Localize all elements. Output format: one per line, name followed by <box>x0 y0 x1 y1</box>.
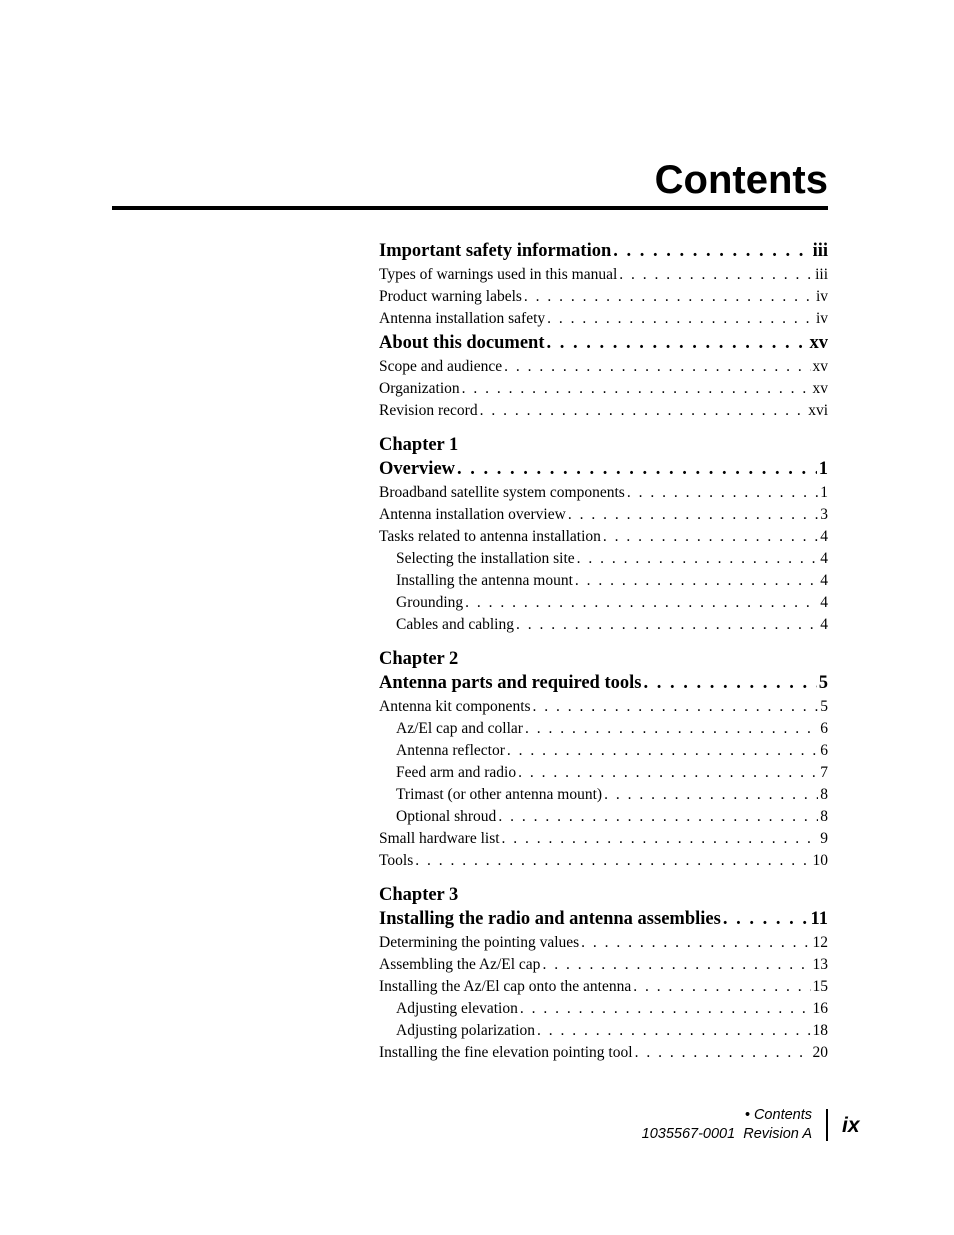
toc-entry-page: 12 <box>812 934 828 951</box>
toc-entry[interactable] <box>379 740 828 762</box>
toc-leader-dots <box>617 264 813 286</box>
toc-entry[interactable] <box>379 356 828 378</box>
footer-document-number: 1035567-0001 Revision A <box>641 1126 812 1142</box>
toc-entry-page: 4 <box>820 616 828 633</box>
toc-entry-label: Installing the radio and antenna assemblies <box>379 909 721 929</box>
toc-entry[interactable] <box>379 954 828 976</box>
toc-entry-page: 8 <box>820 808 828 825</box>
toc-entry-label: Antenna installation safety <box>379 310 546 327</box>
toc-entry-page: 13 <box>812 956 828 973</box>
toc-leader-dots <box>413 850 810 872</box>
toc-entry-label: Adjusting polarization <box>396 1022 536 1039</box>
footer-section: • Contents <box>744 1107 812 1123</box>
toc-entry[interactable] <box>379 850 828 872</box>
toc-leader-dots <box>535 1020 810 1042</box>
toc-entry-label: Assembling the Az/El cap <box>379 956 541 973</box>
table-of-contents <box>379 238 828 1064</box>
toc-entry[interactable] <box>379 570 828 592</box>
toc-leader-dots <box>518 998 811 1020</box>
toc-entry[interactable] <box>379 614 828 636</box>
toc-entry-page: xv <box>812 380 828 397</box>
toc-entry[interactable] <box>379 806 828 828</box>
toc-entry-page: 8 <box>820 786 828 803</box>
toc-entry-page: 20 <box>812 1044 828 1061</box>
toc-leader-dots <box>516 762 818 784</box>
toc-leader-dots <box>575 548 819 570</box>
toc-entry-page: 10 <box>812 852 828 869</box>
toc-leader-dots <box>573 570 818 592</box>
toc-leader-dots <box>522 286 814 308</box>
toc-entry-page: 1 <box>820 484 828 501</box>
toc-entry-page: iii <box>815 266 828 283</box>
toc-entry-page: xv <box>809 333 828 353</box>
toc-entry-page: 4 <box>820 594 828 611</box>
toc-entry-page: 5 <box>818 673 828 693</box>
toc-entry[interactable] <box>379 238 828 264</box>
toc-leader-dots <box>496 806 818 828</box>
toc-entry-page: xvi <box>808 402 828 419</box>
toc-entry-page: 15 <box>812 978 828 995</box>
toc-leader-dots <box>602 784 818 806</box>
toc-leader-dots <box>531 696 819 718</box>
toc-entry[interactable] <box>379 1020 828 1042</box>
toc-entry-label: Antenna reflector <box>396 742 505 759</box>
toc-entry[interactable] <box>379 784 828 806</box>
toc-leader-dots <box>601 526 818 548</box>
toc-entry[interactable] <box>379 696 828 718</box>
toc-entry-label: Cables and cabling <box>396 616 514 633</box>
toc-entry-page: 11 <box>810 909 828 929</box>
toc-entry-page: iv <box>815 310 828 327</box>
toc-entry-label: Tools <box>379 852 414 869</box>
toc-entry-label: Organization <box>379 380 460 397</box>
toc-entry[interactable] <box>379 718 828 740</box>
toc-entry-label: Tasks related to antenna installation <box>379 528 601 545</box>
toc-entry[interactable] <box>379 998 828 1020</box>
toc-leader-dots <box>631 976 810 998</box>
footer-divider <box>826 1109 828 1141</box>
toc-entry-page: iv <box>815 288 828 305</box>
toc-leader-dots <box>460 378 811 400</box>
toc-leader-dots <box>579 932 810 954</box>
toc-leader-dots <box>500 828 819 850</box>
toc-entry[interactable] <box>379 762 828 784</box>
title-rule <box>112 206 828 210</box>
toc-entry-page: 4 <box>820 572 828 589</box>
toc-leader-dots <box>611 238 810 264</box>
toc-leader-dots <box>721 906 809 932</box>
toc-leader-dots <box>455 456 817 482</box>
toc-entry[interactable] <box>379 976 828 998</box>
toc-leader-dots <box>545 308 814 330</box>
toc-entry[interactable] <box>379 264 828 286</box>
toc-entry-label: Determining the pointing values <box>379 934 580 951</box>
toc-leader-dots <box>566 504 818 526</box>
toc-leader-dots <box>633 1042 811 1064</box>
toc-entry-page: 6 <box>820 742 828 759</box>
toc-entry-label: Small hardware list <box>379 830 500 847</box>
toc-leader-dots <box>514 614 818 636</box>
toc-entry-label: Adjusting elevation <box>396 1000 518 1017</box>
toc-entry-label: Installing the antenna mount <box>396 572 573 589</box>
toc-entry-label: Antenna installation overview <box>379 506 566 523</box>
toc-chapter-heading: Chapter 1 <box>379 435 459 455</box>
toc-leader-dots <box>625 482 818 504</box>
toc-entry[interactable] <box>379 548 828 570</box>
toc-entry-label: Selecting the installation site <box>396 550 575 567</box>
toc-entry-page: 4 <box>820 528 828 545</box>
toc-entry-label: Revision record <box>379 402 478 419</box>
toc-entry[interactable] <box>379 400 828 422</box>
toc-entry-label: Antenna kit components <box>379 698 531 715</box>
toc-entry-label: Product warning labels <box>379 288 522 305</box>
toc-entry[interactable] <box>379 906 828 932</box>
toc-entry[interactable] <box>379 592 828 614</box>
toc-entry[interactable] <box>379 526 828 548</box>
toc-entry-page: 1 <box>818 459 828 479</box>
toc-entry[interactable] <box>379 286 828 308</box>
toc-entry[interactable] <box>379 330 828 356</box>
toc-entry[interactable] <box>379 378 828 400</box>
toc-leader-dots <box>502 356 810 378</box>
toc-entry[interactable] <box>379 1042 828 1064</box>
toc-entry-page: 9 <box>820 830 828 847</box>
toc-entry-label: Grounding <box>396 594 464 611</box>
toc-entry-page: 4 <box>820 550 828 567</box>
toc-entry-label: Optional shroud <box>396 808 497 825</box>
toc-leader-dots <box>478 400 807 422</box>
toc-entry-label: Scope and audience <box>379 358 503 375</box>
toc-leader-dots <box>545 330 808 356</box>
toc-entry[interactable] <box>379 828 828 850</box>
toc-leader-dots <box>505 740 818 762</box>
toc-entry-page: 7 <box>820 764 828 781</box>
toc-entry-page: 18 <box>812 1022 828 1039</box>
toc-entry-page: iii <box>812 241 828 261</box>
toc-leader-dots <box>523 718 818 740</box>
toc-entry-label: About this document <box>379 333 545 353</box>
toc-entry-page: 5 <box>820 698 828 715</box>
toc-entry-label: Types of warnings used in this manual <box>379 266 618 283</box>
toc-entry-label: Az/El cap and collar <box>396 720 523 737</box>
toc-chapter-heading: Chapter 3 <box>379 885 459 905</box>
page-footer <box>642 1106 812 1144</box>
toc-entry-label: Installing the fine elevation pointing tool <box>379 1044 633 1061</box>
toc-leader-dots <box>463 592 818 614</box>
toc-entry[interactable] <box>379 670 828 696</box>
toc-entry[interactable] <box>379 932 828 954</box>
toc-entry-label: Trimast (or other antenna mount) <box>396 786 603 803</box>
toc-entry[interactable] <box>379 456 828 482</box>
toc-entry-page: 6 <box>820 720 828 737</box>
toc-entry-label: Installing the Az/El cap onto the antenna <box>379 978 632 995</box>
toc-chapter-heading: Chapter 2 <box>379 649 459 669</box>
toc-entry-label: Important safety information <box>379 241 612 261</box>
toc-entry[interactable] <box>379 308 828 330</box>
toc-entry[interactable] <box>379 482 828 504</box>
toc-entry-page: 16 <box>812 1000 828 1017</box>
toc-entry[interactable] <box>379 504 828 526</box>
toc-entry-label: Broadband satellite system components <box>379 484 625 501</box>
toc-leader-dots <box>641 670 816 696</box>
toc-entry-page: xv <box>812 358 828 375</box>
page-title: Contents <box>654 158 828 202</box>
toc-entry-page: 3 <box>820 506 828 523</box>
toc-leader-dots <box>540 954 810 976</box>
toc-entry-label: Overview <box>379 459 456 479</box>
toc-entry-label: Antenna parts and required tools <box>379 673 642 693</box>
page-number: ix <box>842 1114 860 1137</box>
toc-entry-label: Feed arm and radio <box>396 764 517 781</box>
